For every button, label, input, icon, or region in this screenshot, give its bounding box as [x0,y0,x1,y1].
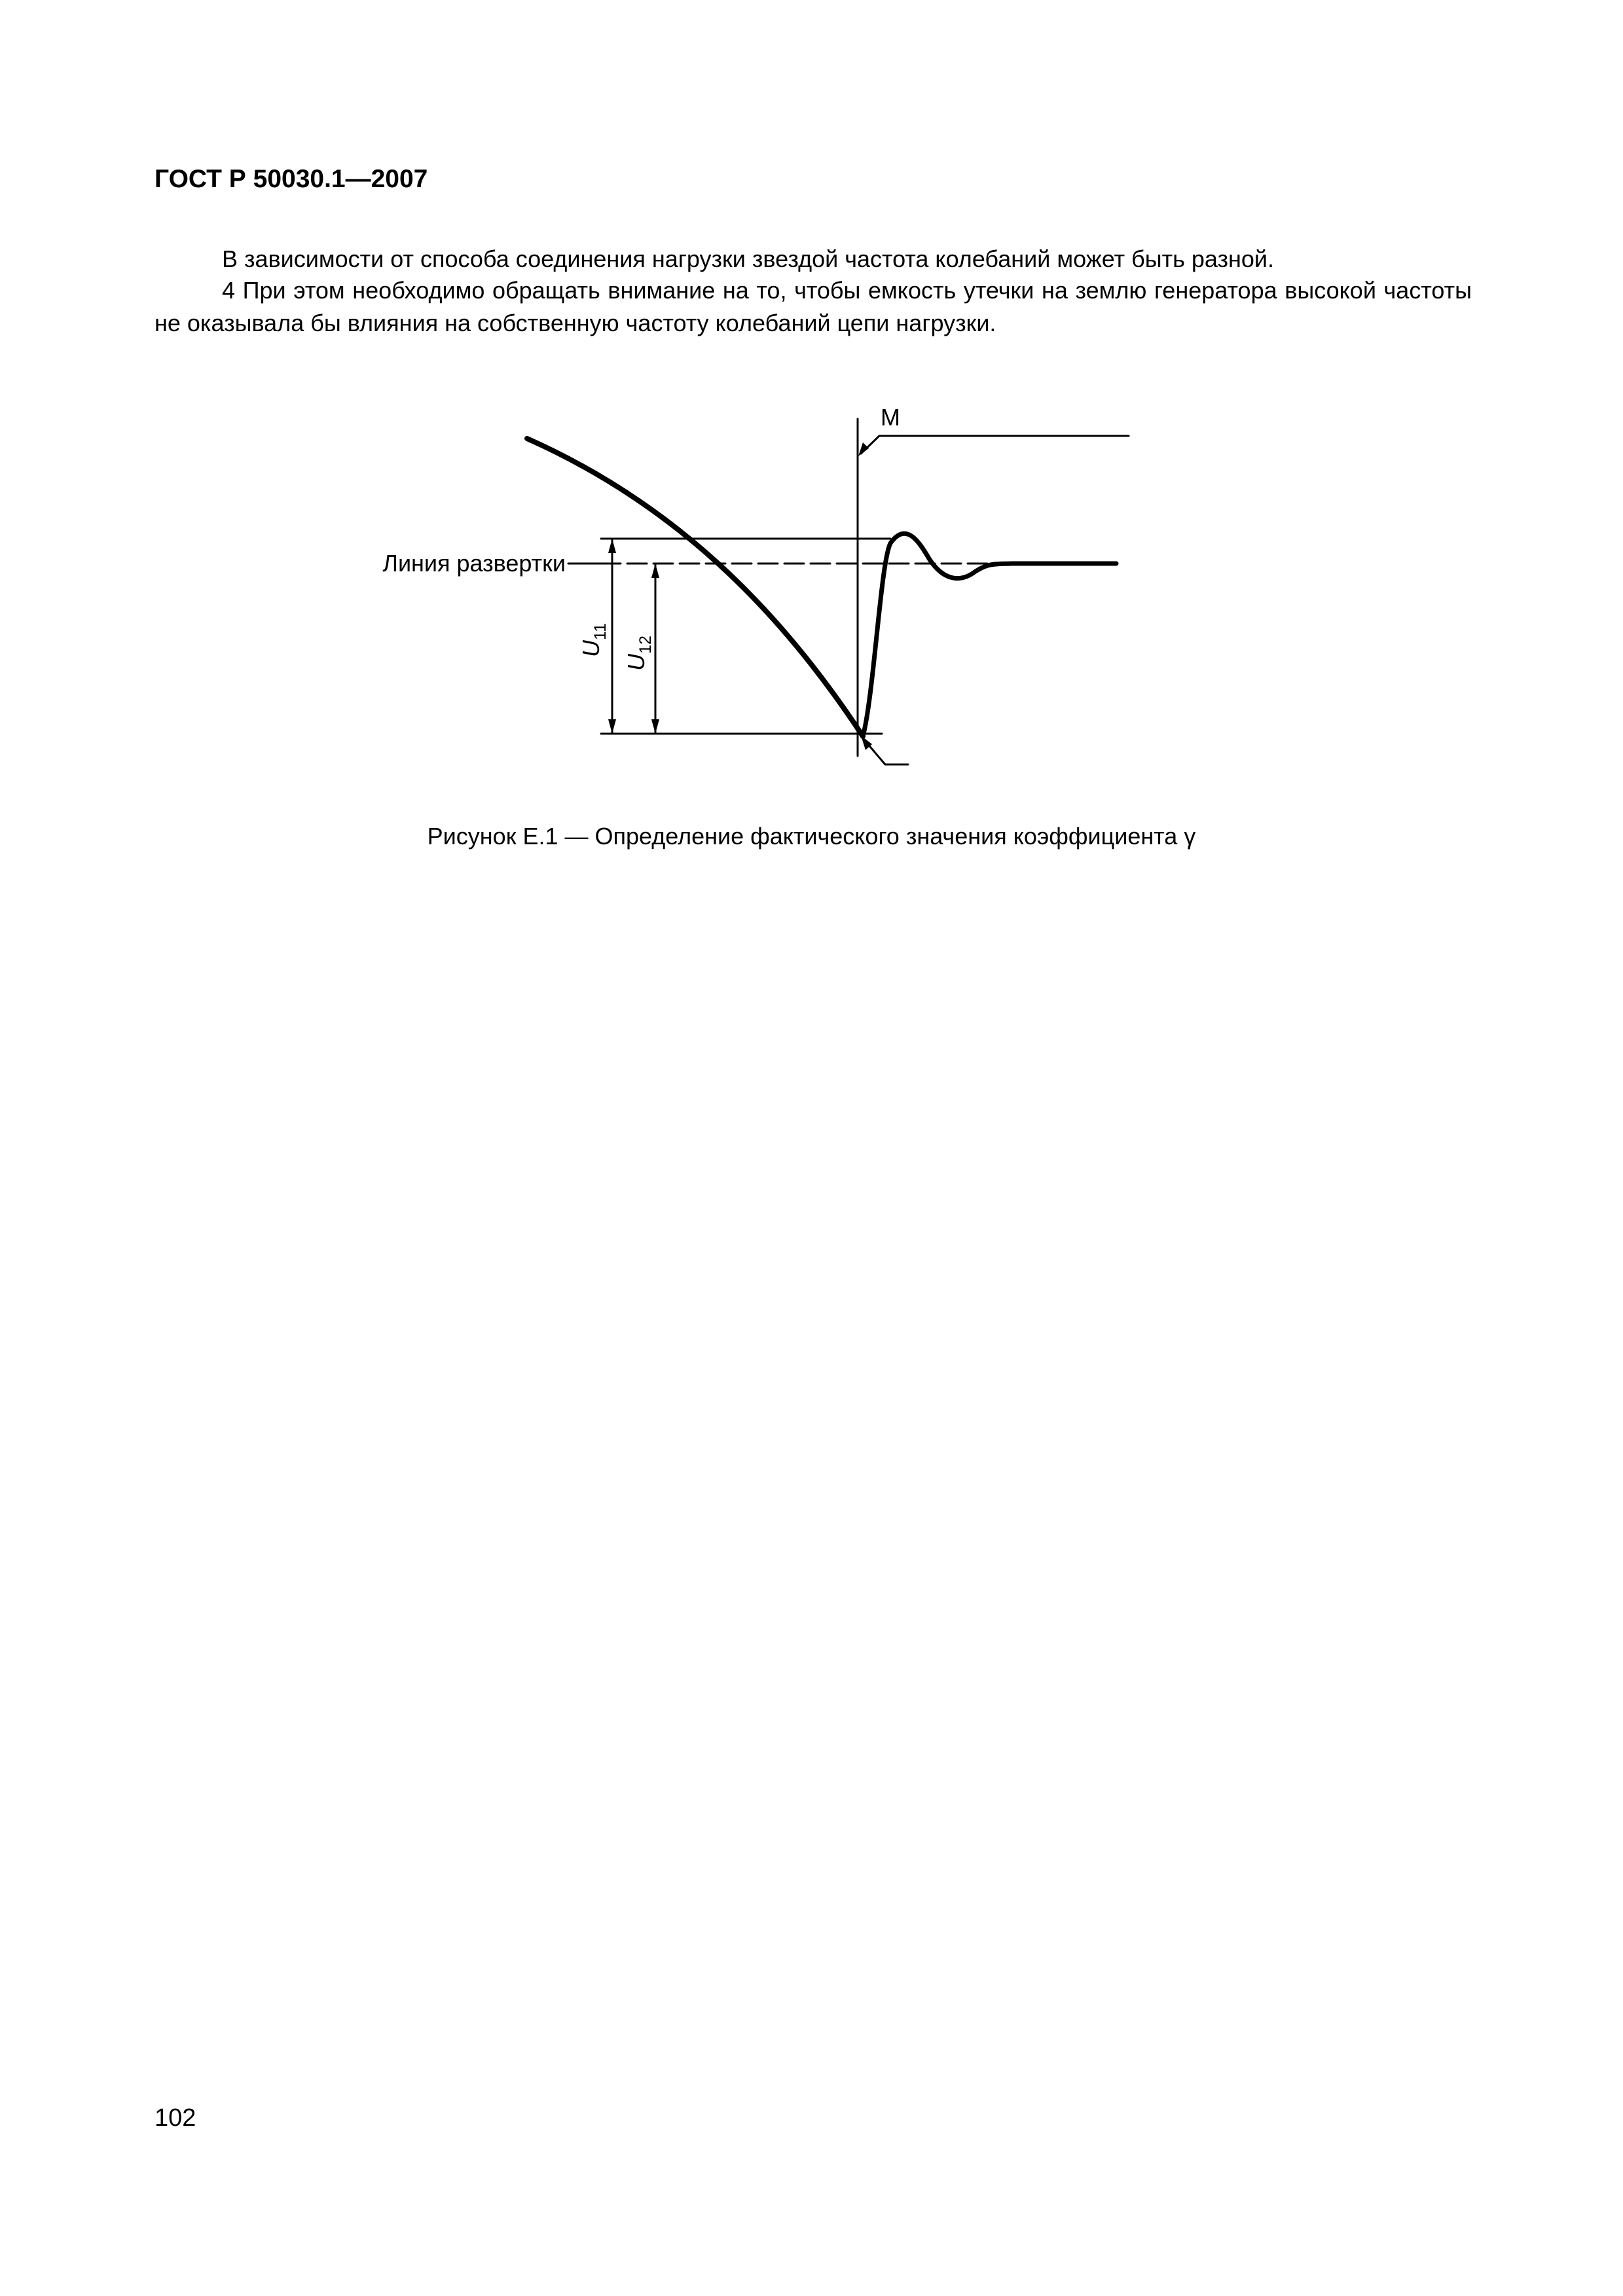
figure-caption: Рисунок Е.1 — Определение фактического значения коэффициента γ [427,823,1196,850]
bottom-leader-line [863,738,908,764]
label-m: M [881,404,900,431]
label-u11 [577,623,610,657]
svg-text:U11: U11 [577,623,610,657]
svg-text:U12: U12 [623,636,655,671]
document-header: ГОСТ Р 50030.1—2007 [155,165,428,193]
label-u12 [623,636,655,671]
m-leader-line [861,436,1129,454]
m-leader-arrowhead [858,442,869,456]
page-number: 102 [155,2104,196,2132]
paragraph-load-connection: В зависимости от способа соединения нагрузки звездой частота колебаний может быть разной. [222,245,1275,272]
u12-arrow-top [651,564,659,578]
descending-curve [527,439,863,736]
u11-arrow-top [608,539,616,553]
u11-arrow-bottom [608,719,616,734]
u12-arrow-bottom [651,719,659,734]
paragraph-leakage-capacitance: 4 При этом необходимо обращать внимание на то, чтобы емкость утечки на землю генератора высокой частоты не оказывала бы влияния на собственную частоту колебаний цепи нагрузки. [155,277,1472,336]
label-sweep-line: Линия развертки [382,550,566,577]
